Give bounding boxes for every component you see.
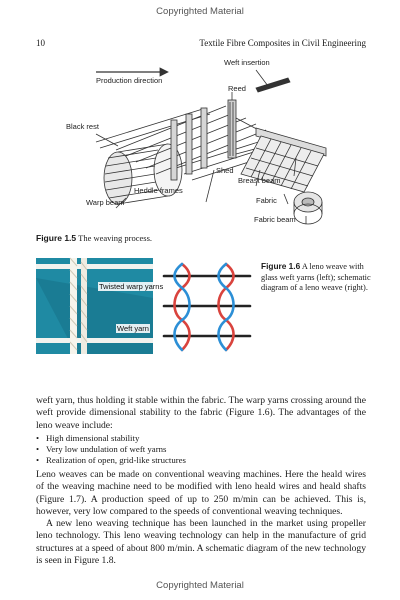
figure-1-6-number: Figure 1.6 bbox=[261, 261, 301, 271]
label-shed: Shed bbox=[216, 166, 234, 175]
label-weft-insertion: Weft insertion bbox=[224, 58, 270, 67]
copyright-watermark-bottom: Copyrighted Material bbox=[156, 580, 244, 591]
figure-1-5-caption bbox=[36, 233, 152, 243]
list-item: • Realization of open, grid-like structures bbox=[36, 455, 366, 466]
body-paragraph-3: A new leno weaving technique has been launched in the market using propeller leno technology. This leno weaving technology can help in the manufacture of grid structures at a speed of about 800 m/min. A schematic diagram of the new technology is seen in Figure 1.8. bbox=[36, 518, 366, 566]
list-item: • High dimensional stability bbox=[36, 433, 366, 444]
leno-weave-photo-art bbox=[36, 258, 153, 354]
label-reed: Reed bbox=[228, 84, 246, 93]
copyright-watermark-top: Copyrighted Material bbox=[156, 6, 244, 17]
label-breast-beam: Breast beam bbox=[238, 176, 281, 185]
list-item: • Very low undulation of weft yarns bbox=[36, 444, 366, 455]
figure-1-6-caption bbox=[261, 261, 373, 294]
figure-1-5-number: Figure 1.5 bbox=[36, 233, 77, 243]
figure-1-6-text: A leno weave with glass weft yarns (left); schematic diagram of a leno weave (right). bbox=[261, 262, 371, 292]
leno-weave-schematic bbox=[162, 262, 252, 352]
leno-weave-photo bbox=[36, 258, 164, 354]
figure-1-5-text: The weaving process. bbox=[78, 233, 153, 243]
advantages-list bbox=[36, 433, 366, 466]
label-black-rest: Black rest bbox=[66, 122, 99, 131]
body-paragraph-2: Leno weaves can be made on conventional weaving machines. Here the heald wires of the weaving machine need to be modified with leno heald wires and heald shafts (Figure 1.7). A production speed of up to 250 m/min can be achieved. This is, however, very low compared to the speeds of conventional weaving techniques. bbox=[36, 469, 366, 517]
label-warp-beam: Warp beam bbox=[86, 198, 125, 207]
page-number: 10 bbox=[36, 38, 45, 48]
label-fabric: Fabric bbox=[256, 196, 277, 205]
label-weft-yarn: Weft yarn bbox=[117, 324, 149, 333]
label-heddle-frames: Heddle frames bbox=[134, 186, 183, 195]
leno-weave-schematic-art bbox=[162, 262, 252, 352]
weaving-process-figure bbox=[56, 58, 356, 228]
label-fabric-beam: Fabric beam bbox=[254, 215, 296, 224]
label-twisted-warp-yarns: Twisted warp yarns bbox=[99, 282, 164, 291]
running-title: Textile Fibre Composites in Civil Engineering bbox=[199, 38, 366, 48]
label-production-direction: Production direction bbox=[96, 76, 163, 85]
body-paragraph-1: weft yarn, thus holding it stable within the fabric. The warp yarns crossing around the weft provide dimensional stability to the fabric (Figure 1.6). The advantages of the leno weave include: bbox=[36, 395, 366, 431]
